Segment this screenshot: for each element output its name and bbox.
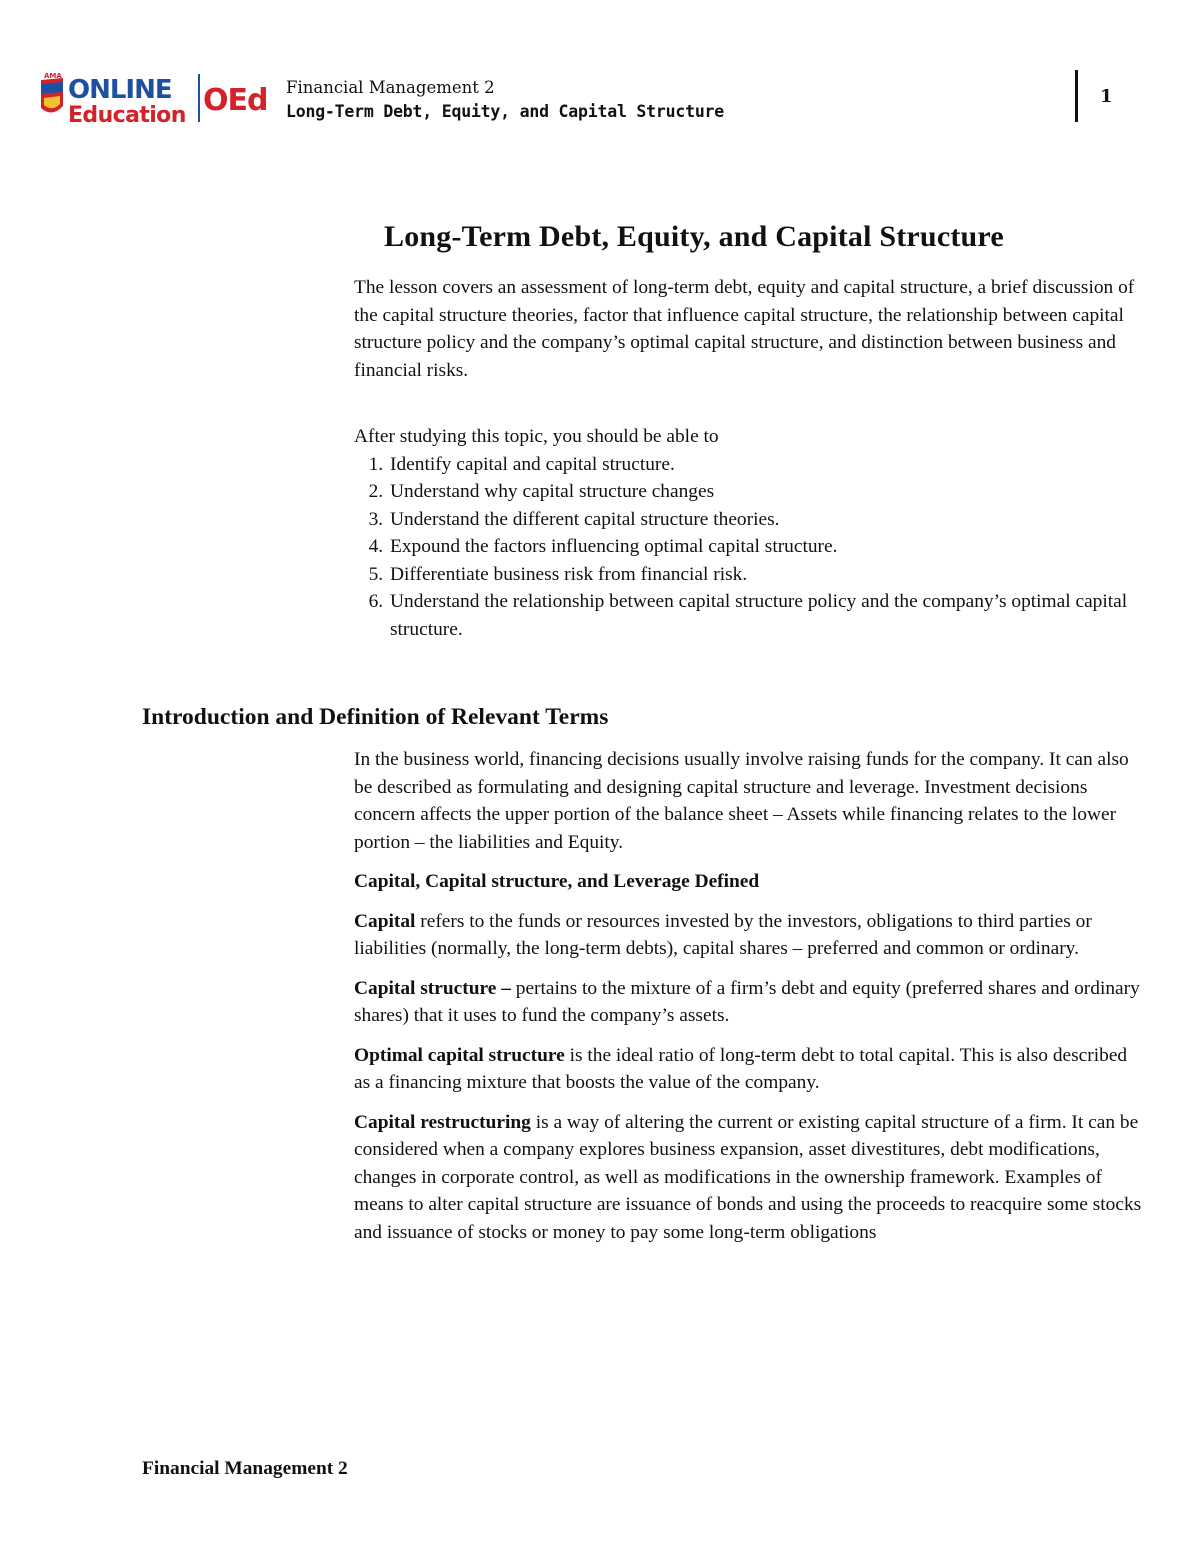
definition-capital <box>354 908 1144 963</box>
ama-text: AMA <box>44 72 62 80</box>
header-course: Financial Management 2 <box>286 78 495 97</box>
section-subheading: Capital, Capital structure, and Leverage Defined <box>354 871 760 892</box>
education-text: Education <box>68 103 186 126</box>
section-paragraph: In the business world, financing decisions usually involve raising funds for the company. It can also be described as formulating and designing capital structure and leverage. Investment decisions concern affects the upper portion of the balance sheet – Assets while financing relates to the lower portion – the liabilities and Equity. <box>354 749 1129 853</box>
objectives-lead: After studying this topic, you should be able to <box>354 426 719 447</box>
section-heading: Introduction and Definition of Relevant Terms <box>142 704 609 730</box>
objectives-block <box>354 423 1144 643</box>
oed-text: OEd <box>203 83 268 118</box>
online-text: ONLINE <box>68 75 172 105</box>
definition-text: refers to the funds or resources invested by the investors, obligations to third parties or liabilities (normally, the long-term debts), capital shares – preferred and common or ordinary. <box>354 910 1092 959</box>
header-divider <box>1075 70 1078 122</box>
definition-text: pertains to the mixture of a firm’s debt and equity (preferred shares and ordinary shares) that it uses to fund the company’s assets. <box>354 977 1140 1026</box>
definition-term: Capital structure – <box>354 977 511 999</box>
online-education-logo <box>38 70 270 126</box>
section-body <box>354 746 1144 1258</box>
page-number: 1 <box>1100 86 1113 107</box>
intro-block <box>354 274 1144 384</box>
definition-term: Capital restructuring <box>354 1111 531 1133</box>
list-item: 4. Expound the factors influencing optimal capital structure. <box>388 533 1144 561</box>
running-header <box>286 76 724 124</box>
definition-text: is the ideal ratio of long-term debt to total capital. This is also described as a financing mixture that boosts the value of the company. <box>354 1044 1128 1093</box>
definition-term: Capital <box>354 910 416 932</box>
page-footer: Financial Management 2 <box>142 1458 348 1479</box>
definition-text: is a way of altering the current or existing capital structure of a firm. It can be considered when a company explores business expansion, asset divestitures, debt modifications, changes in corporate control, as well as modifications in the ownership framework. Examples of means to alter capital structure are issuance of bonds and using the proceeds to reacquire some stocks and issuance of stocks or money to pay some long-term obligations <box>354 1111 1142 1243</box>
list-item: 3. Understand the different capital structure theories. <box>388 506 1144 534</box>
definition-capital-restructuring <box>354 1109 1144 1247</box>
header-topic: Long-Term Debt, Equity, and Capital Structure <box>286 102 725 121</box>
objectives-list <box>354 451 1144 644</box>
definition-term: Optimal capital structure <box>354 1044 565 1066</box>
definition-capital-structure <box>354 975 1144 1030</box>
intro-paragraph: The lesson covers an assessment of long-term debt, equity and capital structure, a brief discussion of the capital structure theories, factor that influence capital structure, the relationship between capital structure policy and the company’s optimal capital structure, and distinction between business and financial risks. <box>354 277 1135 381</box>
list-item: 1. Identify capital and capital structure. <box>388 451 1144 479</box>
list-item: 5. Differentiate business risk from financial risk. <box>388 561 1144 589</box>
list-item: 6. Understand the relationship between capital structure policy and the company’s optimal capital structure. <box>388 588 1144 643</box>
list-item: 2. Understand why capital structure changes <box>388 478 1144 506</box>
definition-optimal-capital-structure <box>354 1042 1144 1097</box>
document-title: Long-Term Debt, Equity, and Capital Structure <box>384 220 1004 253</box>
